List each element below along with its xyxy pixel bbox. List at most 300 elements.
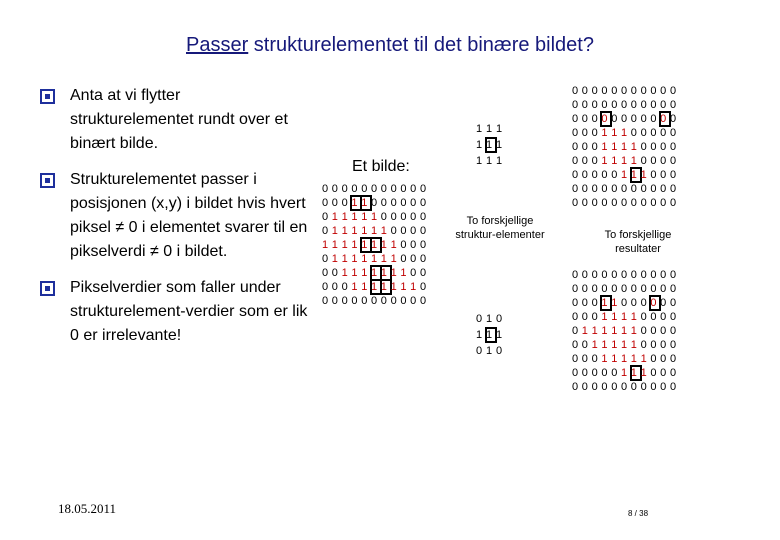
grid-cell: 0	[331, 197, 338, 209]
grid-cell: 0	[640, 155, 647, 167]
bullet-square-icon	[40, 173, 55, 188]
grid-cell: 0	[650, 296, 660, 310]
grid-cell: 1	[611, 141, 618, 153]
grid-cell: 0	[611, 183, 618, 195]
grid-cell: 0	[581, 381, 588, 393]
grid-cell: 1	[400, 281, 407, 293]
grid-cell: 0	[601, 112, 611, 126]
grid-cell: 0	[620, 85, 628, 97]
grid-cell: 0	[581, 283, 588, 295]
grid-cell: 0	[581, 297, 588, 309]
grid-cell: 0	[591, 269, 598, 281]
grid-row	[572, 338, 680, 352]
grid-cell: 0	[601, 269, 608, 281]
grid-cell: 0	[370, 197, 378, 209]
grid-cell: 1	[371, 280, 381, 294]
struct-cell: 1	[486, 123, 493, 135]
grid-cell: 1	[620, 127, 628, 139]
grid-cell: 0	[660, 283, 667, 295]
grid-cell: 1	[601, 155, 608, 167]
bullet-square-icon	[40, 89, 55, 104]
grid-cell: 0	[591, 367, 598, 379]
grid-cell: 1	[630, 353, 637, 365]
grid-cell: 0	[572, 141, 579, 153]
grid-cell: 0	[650, 113, 657, 125]
grid-cell: 0	[572, 155, 579, 167]
footer-date: 18.05.2011	[58, 501, 117, 516]
grid-cell: 1	[361, 196, 371, 210]
grid-cell: 0	[640, 183, 647, 195]
grid-cell: 0	[650, 381, 657, 393]
grid-row	[322, 266, 430, 280]
bullet-2	[38, 168, 308, 264]
grid-cell: 1	[631, 168, 641, 182]
grid-row	[572, 112, 680, 126]
grid-cell: 0	[400, 295, 407, 307]
grid-row	[572, 182, 680, 196]
grid-cell: 0	[660, 183, 667, 195]
grid-cell: 0	[640, 325, 647, 337]
grid-cell: 0	[601, 283, 608, 295]
grid-cell: 0	[351, 295, 358, 307]
grid-cell: 0	[331, 281, 338, 293]
struct-row	[476, 154, 506, 170]
page-number: 8 / 38	[628, 509, 649, 518]
image-label: Et bilde:	[352, 158, 410, 175]
result-grid-2	[572, 268, 680, 394]
grid-cell: 0	[581, 183, 588, 195]
grid-row	[322, 210, 430, 224]
grid-cell: 1	[361, 281, 368, 293]
grid-cell: 0	[620, 297, 628, 309]
grid-cell: 0	[572, 325, 579, 337]
grid-cell: 1	[640, 353, 647, 365]
grid-cell: 0	[322, 183, 329, 195]
grid-cell: 0	[419, 295, 427, 307]
bullet-2-text: Strukturelementet passer i posisjonen (x,y) i bildet hvis hvert piksel ≠ 0 i elementet svarer til en pikselverdi ≠ 0 i bildet.	[70, 171, 308, 260]
grid-cell: 0	[410, 295, 417, 307]
struct-row	[476, 328, 506, 344]
grid-cell: 1	[341, 253, 348, 265]
grid-cell: 1	[351, 196, 361, 210]
grid-cell: 0	[630, 85, 637, 97]
slide-title	[0, 34, 780, 57]
struct-cell: 1	[486, 328, 496, 342]
grid-cell: 1	[620, 141, 628, 153]
struct-cell: 1	[486, 345, 493, 357]
grid-row	[572, 282, 680, 296]
grid-cell: 0	[650, 353, 657, 365]
struct-cell: 1	[496, 329, 503, 341]
grid-row	[572, 366, 680, 380]
grid-row	[572, 126, 680, 140]
grid-cell: 0	[591, 183, 598, 195]
bullet-square-icon	[40, 281, 55, 296]
grid-cell: 0	[660, 112, 670, 126]
grid-cell: 1	[591, 339, 598, 351]
grid-cell: 0	[370, 295, 378, 307]
grid-cell: 1	[341, 225, 348, 237]
grid-cell: 1	[630, 311, 637, 323]
grid-row	[572, 380, 680, 394]
grid-cell: 1	[620, 367, 628, 379]
grid-cell: 0	[572, 297, 579, 309]
grid-cell: 0	[669, 183, 677, 195]
grid-cell: 1	[581, 325, 588, 337]
grid-row	[322, 224, 430, 238]
grid-row	[572, 310, 680, 324]
grid-cell: 0	[581, 353, 588, 365]
grid-row	[572, 296, 680, 310]
grid-cell: 0	[581, 155, 588, 167]
grid-cell: 1	[331, 253, 338, 265]
grid-cell: 0	[361, 183, 368, 195]
grid-cell: 0	[660, 367, 667, 379]
grid-cell: 0	[572, 197, 579, 209]
grid-cell: 0	[410, 253, 417, 265]
grid-cell: 0	[591, 155, 598, 167]
grid-cell: 1	[380, 239, 387, 251]
grid-cell: 1	[361, 225, 368, 237]
grid-cell: 1	[361, 211, 368, 223]
results-label: To forskjellige resultater	[604, 229, 672, 255]
grid-row	[572, 168, 680, 182]
grid-cell: 0	[400, 239, 407, 251]
grid-cell: 0	[400, 183, 407, 195]
grid-cell: 1	[370, 211, 378, 223]
grid-cell: 0	[390, 295, 397, 307]
grid-cell: 0	[640, 113, 647, 125]
grid-cell: 0	[611, 169, 618, 181]
grid-cell: 0	[572, 311, 579, 323]
grid-cell: 0	[640, 197, 647, 209]
grid-cell: 0	[660, 197, 667, 209]
grid-cell: 0	[611, 85, 618, 97]
grid-cell: 1	[331, 225, 338, 237]
grid-cell: 0	[601, 367, 608, 379]
grid-cell: 0	[620, 283, 628, 295]
grid-cell: 0	[400, 225, 407, 237]
grid-cell: 0	[650, 127, 657, 139]
grid-cell: 0	[390, 225, 397, 237]
grid-cell: 0	[591, 127, 598, 139]
struct-row	[476, 344, 506, 360]
grid-cell: 0	[640, 339, 647, 351]
grid-cell: 1	[341, 239, 348, 251]
grid-cell: 0	[650, 269, 657, 281]
grid-cell: 0	[650, 85, 657, 97]
bullet-1	[38, 84, 308, 156]
grid-cell: 0	[660, 169, 667, 181]
grid-cell: 0	[581, 339, 588, 351]
grid-cell: 0	[419, 239, 427, 251]
grid-cell: 0	[390, 183, 397, 195]
grid-row	[572, 84, 680, 98]
grid-cell: 1	[601, 296, 611, 310]
grid-cell: 0	[572, 127, 579, 139]
struct-cell: 1	[496, 139, 503, 151]
grid-cell: 0	[650, 283, 657, 295]
grid-cell: 0	[630, 283, 637, 295]
grid-cell: 0	[322, 253, 329, 265]
grid-cell: 0	[660, 127, 667, 139]
grid-cell: 1	[630, 141, 637, 153]
grid-cell: 0	[572, 85, 579, 97]
grid-cell: 0	[390, 197, 397, 209]
grid-cell: 0	[660, 155, 667, 167]
grid-cell: 0	[660, 99, 667, 111]
grid-cell: 0	[611, 269, 618, 281]
grid-cell: 0	[591, 169, 598, 181]
grid-cell: 0	[341, 183, 348, 195]
grid-cell: 0	[380, 295, 387, 307]
grid-cell: 0	[400, 253, 407, 265]
grid-cell: 0	[630, 381, 637, 393]
grid-cell: 0	[611, 283, 618, 295]
struct-cell: 1	[476, 155, 483, 167]
struct-cell: 1	[496, 155, 503, 167]
grid-row	[322, 196, 430, 210]
structuring-element-square	[476, 122, 506, 170]
grid-cell: 0	[419, 225, 427, 237]
grid-cell: 0	[650, 325, 657, 337]
grid-cell: 1	[630, 155, 637, 167]
grid-cell: 0	[341, 197, 348, 209]
grid-cell: 0	[630, 297, 637, 309]
grid-cell: 0	[611, 99, 618, 111]
grid-cell: 0	[322, 225, 329, 237]
grid-cell: 0	[640, 283, 647, 295]
grid-row	[572, 98, 680, 112]
grid-cell: 0	[669, 269, 677, 281]
grid-cell: 1	[611, 325, 618, 337]
grid-cell: 1	[351, 253, 358, 265]
grid-cell: 0	[322, 197, 329, 209]
grid-cell: 0	[591, 353, 598, 365]
grid-cell: 0	[572, 283, 579, 295]
grid-cell: 1	[620, 339, 628, 351]
grid-cell: 0	[601, 197, 608, 209]
grid-cell: 1	[370, 225, 378, 237]
grid-cell: 0	[669, 283, 677, 295]
grid-cell: 1	[601, 339, 608, 351]
grid-cell: 1	[601, 127, 608, 139]
grid-cell: 0	[660, 141, 667, 153]
grid-cell: 1	[380, 225, 387, 237]
grid-cell: 1	[370, 253, 378, 265]
grid-cell: 0	[650, 367, 657, 379]
bullet-list	[38, 84, 308, 360]
grid-cell: 0	[331, 295, 338, 307]
grid-cell: 1	[620, 325, 628, 337]
grid-cell: 1	[640, 367, 647, 379]
grid-cell: 0	[630, 269, 637, 281]
grid-cell: 0	[650, 155, 657, 167]
grid-cell: 0	[601, 169, 608, 181]
grid-cell: 0	[611, 197, 618, 209]
grid-cell: 0	[620, 113, 628, 125]
grid-cell: 0	[341, 281, 348, 293]
grid-cell: 0	[591, 85, 598, 97]
grid-cell: 1	[640, 169, 647, 181]
grid-cell: 0	[581, 113, 588, 125]
grid-cell: 0	[322, 267, 329, 279]
grid-cell: 0	[380, 197, 387, 209]
grid-cell: 0	[410, 239, 417, 251]
struct-cell: 0	[496, 313, 503, 325]
grid-cell: 1	[381, 280, 391, 294]
grid-cell: 1	[601, 353, 608, 365]
struct-row	[476, 312, 506, 328]
grid-cell: 0	[640, 127, 647, 139]
grid-cell: 0	[611, 381, 618, 393]
struct-cell: 0	[496, 345, 503, 357]
grid-cell: 1	[380, 253, 387, 265]
grid-cell: 0	[669, 311, 677, 323]
grid-row	[322, 182, 430, 196]
grid-cell: 0	[640, 85, 647, 97]
bullet-1-text: Anta at vi flytter strukturelementet rundt over et binært bilde.	[70, 87, 288, 152]
grid-cell: 0	[640, 311, 647, 323]
structuring-element-cross	[476, 312, 506, 360]
binary-image-grid	[322, 182, 430, 308]
grid-cell: 0	[380, 183, 387, 195]
grid-cell: 1	[371, 266, 381, 280]
bullet-3	[38, 276, 308, 348]
grid-cell: 0	[581, 269, 588, 281]
grid-cell: 0	[572, 169, 579, 181]
grid-cell: 0	[669, 197, 677, 209]
grid-cell: 0	[630, 183, 637, 195]
grid-cell: 0	[419, 183, 427, 195]
grid-cell: 0	[669, 353, 677, 365]
grid-cell: 0	[331, 267, 338, 279]
grid-cell: 0	[581, 99, 588, 111]
grid-cell: 0	[400, 211, 407, 223]
grid-cell: 0	[660, 339, 667, 351]
grid-cell: 0	[572, 367, 579, 379]
grid-cell: 1	[611, 311, 618, 323]
grid-cell: 1	[331, 239, 338, 251]
struct-cell: 1	[476, 123, 483, 135]
struct-cell: 1	[486, 138, 496, 152]
grid-cell: 0	[322, 295, 329, 307]
grid-cell: 1	[361, 267, 368, 279]
grid-cell: 0	[669, 113, 677, 125]
grid-cell: 1	[351, 281, 358, 293]
grid-cell: 0	[591, 141, 598, 153]
grid-cell: 1	[390, 239, 397, 251]
grid-cell: 1	[611, 127, 618, 139]
struct-row	[476, 122, 506, 138]
grid-row	[572, 154, 680, 168]
grid-cell: 1	[630, 339, 637, 351]
grid-cell: 0	[660, 269, 667, 281]
grid-cell: 1	[611, 297, 618, 309]
struct-cell: 0	[476, 313, 483, 325]
grid-cell: 0	[410, 211, 417, 223]
grid-cell: 0	[410, 183, 417, 195]
grid-cell: 0	[669, 367, 677, 379]
grid-cell: 1	[341, 211, 348, 223]
grid-row	[572, 140, 680, 154]
grid-cell: 0	[660, 381, 667, 393]
grid-cell: 0	[591, 283, 598, 295]
grid-cell: 1	[361, 238, 371, 252]
grid-cell: 0	[640, 269, 647, 281]
grid-cell: 0	[581, 197, 588, 209]
grid-cell: 1	[601, 311, 608, 323]
grid-cell: 0	[419, 211, 427, 223]
grid-cell: 0	[630, 113, 637, 125]
grid-cell: 1	[351, 267, 358, 279]
grid-cell: 1	[390, 281, 397, 293]
grid-cell: 0	[669, 155, 677, 167]
grid-row	[572, 324, 680, 338]
grid-cell: 0	[400, 197, 407, 209]
grid-cell: 0	[669, 381, 677, 393]
grid-cell: 0	[650, 311, 657, 323]
grid-row	[322, 280, 430, 294]
grid-cell: 1	[630, 325, 637, 337]
grid-cell: 0	[390, 211, 397, 223]
grid-cell: 1	[611, 339, 618, 351]
grid-cell: 0	[591, 297, 598, 309]
grid-cell: 0	[581, 169, 588, 181]
grid-row	[572, 196, 680, 210]
title-rest: strukturelementet til det binære bildet?	[248, 34, 594, 56]
grid-cell: 0	[572, 113, 579, 125]
grid-cell: 0	[660, 85, 667, 97]
grid-row	[322, 238, 430, 252]
grid-cell: 0	[669, 169, 677, 181]
grid-cell: 1	[631, 366, 641, 380]
grid-cell: 0	[370, 183, 378, 195]
grid-cell: 0	[660, 297, 667, 309]
grid-cell: 0	[669, 127, 677, 139]
struct-cell: 1	[486, 155, 493, 167]
grid-cell: 1	[620, 311, 628, 323]
grid-cell: 0	[601, 183, 608, 195]
grid-cell: 0	[650, 339, 657, 351]
grid-cell: 0	[650, 141, 657, 153]
grid-cell: 0	[650, 197, 657, 209]
grid-cell: 0	[611, 367, 618, 379]
grid-cell: 0	[341, 295, 348, 307]
grid-row	[322, 252, 430, 266]
grid-row	[322, 294, 430, 308]
grid-cell: 1	[620, 155, 628, 167]
result-grid-1	[572, 84, 680, 210]
grid-cell: 0	[640, 297, 647, 309]
grid-cell: 0	[572, 99, 579, 111]
grid-cell: 0	[572, 381, 579, 393]
grid-cell: 1	[371, 238, 381, 252]
grid-cell: 0	[630, 99, 637, 111]
grid-cell: 0	[419, 197, 427, 209]
grid-cell: 0	[620, 183, 628, 195]
grid-cell: 0	[591, 381, 598, 393]
grid-cell: 1	[601, 325, 608, 337]
grid-cell: 1	[591, 325, 598, 337]
grid-cell: 0	[572, 353, 579, 365]
grid-row	[572, 352, 680, 366]
grid-cell: 0	[419, 281, 427, 293]
grid-cell: 0	[669, 85, 677, 97]
grid-cell: 0	[669, 99, 677, 111]
struct-cell: 1	[486, 313, 493, 325]
grid-cell: 0	[591, 99, 598, 111]
